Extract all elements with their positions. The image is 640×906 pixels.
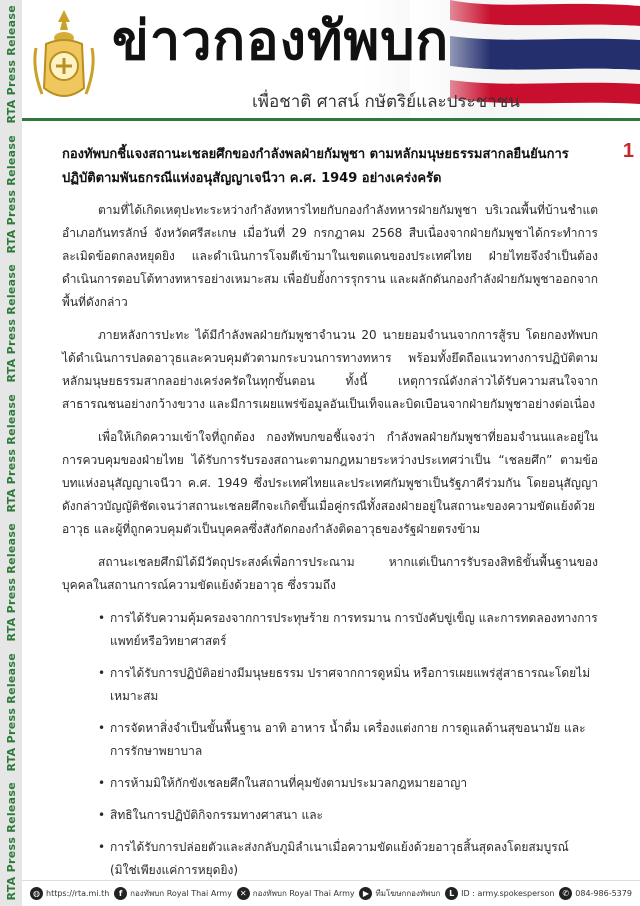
header-divider bbox=[22, 118, 640, 121]
facebook-link[interactable]: กองทัพบก Royal Thai Army bbox=[130, 889, 232, 898]
globe-icon: ◍ bbox=[30, 887, 43, 900]
facebook-icon: f bbox=[114, 887, 127, 900]
side-label: RTA Press Release bbox=[4, 652, 18, 772]
list-item: • การห้ามมิให้กักขังเชลยศึกในสถานที่คุมขังตามประมวลกฎหมายอาญา bbox=[98, 772, 598, 795]
page-title: ข่าวกองทัพบก bbox=[112, 9, 450, 72]
header-banner bbox=[22, 0, 640, 118]
footer-website[interactable] bbox=[30, 887, 109, 900]
side-label: RTA Press Release bbox=[4, 523, 18, 642]
footer-facebook[interactable] bbox=[114, 887, 232, 900]
article-body bbox=[62, 143, 598, 891]
side-strip bbox=[0, 0, 22, 906]
side-label: RTA Press Release bbox=[4, 781, 18, 901]
website-link[interactable]: https://rta.mi.th bbox=[46, 889, 110, 898]
list-item: • การได้รับการปล่อยตัวและส่งกลับภูมิลำเนาเมื่อความขัดแย้งด้วยอาวุธสิ้นสุดลงโดยสมบูรณ์ (มิใช่เพียงแค่การหยุดยิง) bbox=[98, 836, 598, 882]
list-item: • การได้รับความคุ้มครองจากการประทุษร้าย การทรมาน การบังคับขู่เข็ญ และการทดลองทางการแพทย์หรือวิทยาศาสตร์ bbox=[98, 607, 598, 653]
youtube-icon: ▶ bbox=[359, 887, 372, 900]
footer-contacts bbox=[22, 880, 640, 906]
paragraph: สถานะเชลยศึกมิได้มีวัตถุประสงค์เพื่อการประณาม หากแต่เป็นการรับรองสิทธิขั้นพื้นฐานของบุคคลในสถานการณ์ความขัดแย้งด้วยอาวุธ ซึ่งรวมถึง bbox=[62, 555, 598, 592]
side-label: RTA Press Release bbox=[4, 393, 18, 513]
list-item: • การจัดหาสิ่งจำเป็นขั้นพื้นฐาน อาทิ อาหาร น้ำดื่ม เครื่องแต่งกาย การดูแลด้านสุขอนามัย และการรักษาพยาบาล bbox=[98, 717, 598, 763]
article-headline: กองทัพบกชี้แจงสถานะเชลยศึกของกำลังพลฝ่ายกัมพูชา ตามหลักมนุษยธรรมสากลยืนยันการปฏิบัติตามพันธกรณีแห่งอนุสัญญาเจนีวา ค.ศ. 1949 อย่างเคร่งครัด bbox=[62, 147, 569, 186]
paragraph: ตามที่ได้เกิดเหตุปะทะระหว่างกำลังทหารไทยกับกองกำลังทหารฝ่ายกัมพูชา บริเวณพื้นที่บ้านชำแต อำเภอกันทรลักษ์ จังหวัดศรีสะเกษ เมื่อวันที่ 29 กรกฎาคม 2568 สืบเนื่องจากฝ่ายกัมพูชาได้กระทำการละเมิดข้อตกลงหยุดยิง และดำเนินการโจมตีเข้ามาในเขตแดนของประเทศไทย ฝ่ายไทยจึงจำเป็นต้องดำเนินการตอบโต้ทางทหารอย่างเหมาะสม เพื่อยับยั้งการรุกราน และผลักดันกองกำลังฝ่ายกัมพูชาออกจากพื้นที่ดังกล่าว bbox=[62, 203, 598, 309]
side-label: RTA Press Release bbox=[4, 264, 18, 383]
footer-phone[interactable] bbox=[559, 887, 632, 900]
phone-number[interactable]: 084-986-5379 bbox=[575, 889, 632, 898]
youtube-link[interactable]: ทีมโฆษกกองทัพบก bbox=[375, 889, 441, 898]
side-labels bbox=[0, 0, 22, 906]
list-item: • สิทธิในการปฏิบัติกิจกรรมทางศาสนา และ bbox=[98, 804, 598, 827]
side-label: RTA Press Release bbox=[4, 134, 18, 254]
rights-list bbox=[98, 607, 598, 882]
x-icon: ✕ bbox=[237, 887, 250, 900]
line-id[interactable]: ID : army.spokesperson bbox=[461, 889, 555, 898]
footer-x[interactable] bbox=[237, 887, 355, 900]
page-number: 1 bbox=[622, 140, 634, 162]
page-subtitle: เพื่อชาติ ศาสน์ กษัตริย์และประชาชน bbox=[252, 92, 520, 112]
phone-icon: ✆ bbox=[559, 887, 572, 900]
x-link[interactable]: กองทัพบก Royal Thai Army bbox=[252, 889, 355, 898]
paragraph: เพื่อให้เกิดความเข้าใจที่ถูกต้อง กองทัพบกขอชี้แจงว่า กำลังพลฝ่ายกัมพูชาที่ยอมจำนนและอยู่ในการควบคุมของฝ่ายไทย ได้รับการรับรองสถานะตามกฎหมายระหว่างประเทศว่าเป็น “เชลยศึก” ตามข้อบทแห่งอนุสัญญาเจนีวา ค.ศ. 1949 ซึ่งประเทศไทยและประเทศกัมพูชาเป็นรัฐภาคีร่วมกัน โดยอนุสัญญาดังกล่าวบัญญัติชัดเจนว่าสถานะเชลยศึกจะเกิดขึ้นเมื่อคู่กรณีทั้งสองฝ่ายอยู่ในสถานะของความขัดแย้งด้วยอาวุธ และผู้ที่ถูกควบคุมตัวเป็นบุคคลซึ่งสังกัดกองกำลังติดอาวุธของรัฐฝ่ายตรงข้าม bbox=[62, 430, 598, 536]
footer-line[interactable] bbox=[445, 887, 554, 900]
line-icon: L bbox=[445, 887, 458, 900]
list-item: • การได้รับการปฏิบัติอย่างมีมนุษยธรรม ปราศจากการดูหมิ่น หรือการเผยแพร่สู่สาธารณะโดยไม่เหมาะสม bbox=[98, 662, 598, 708]
army-emblem-icon bbox=[28, 8, 100, 108]
footer-youtube[interactable] bbox=[359, 887, 440, 900]
side-label: RTA Press Release bbox=[4, 5, 18, 124]
paragraph: ภายหลังการปะทะ ได้มีกำลังพลฝ่ายกัมพูชาจำนวน 20 นายยอมจำนนจากการสู้รบ โดยกองทัพบกได้ดำเนินการปลดอาวุธและควบคุมตัวตามกระบวนการทางทหาร พร้อมทั้งยึดถือแนวทางการปฏิบัติตามหลักมนุษยธรรมสากลอย่างเคร่งครัดในทุกขั้นตอน ทั้งนี้ เหตุการณ์ดังกล่าวได้รับความสนใจจากสาธารณชนอย่างกว้างขวาง และมีการเผยแพร่ข้อมูลอันเป็นเท็จและบิดเบือนจากฝ่ายกัมพูชาอย่างต่อเนื่อง bbox=[62, 328, 598, 411]
